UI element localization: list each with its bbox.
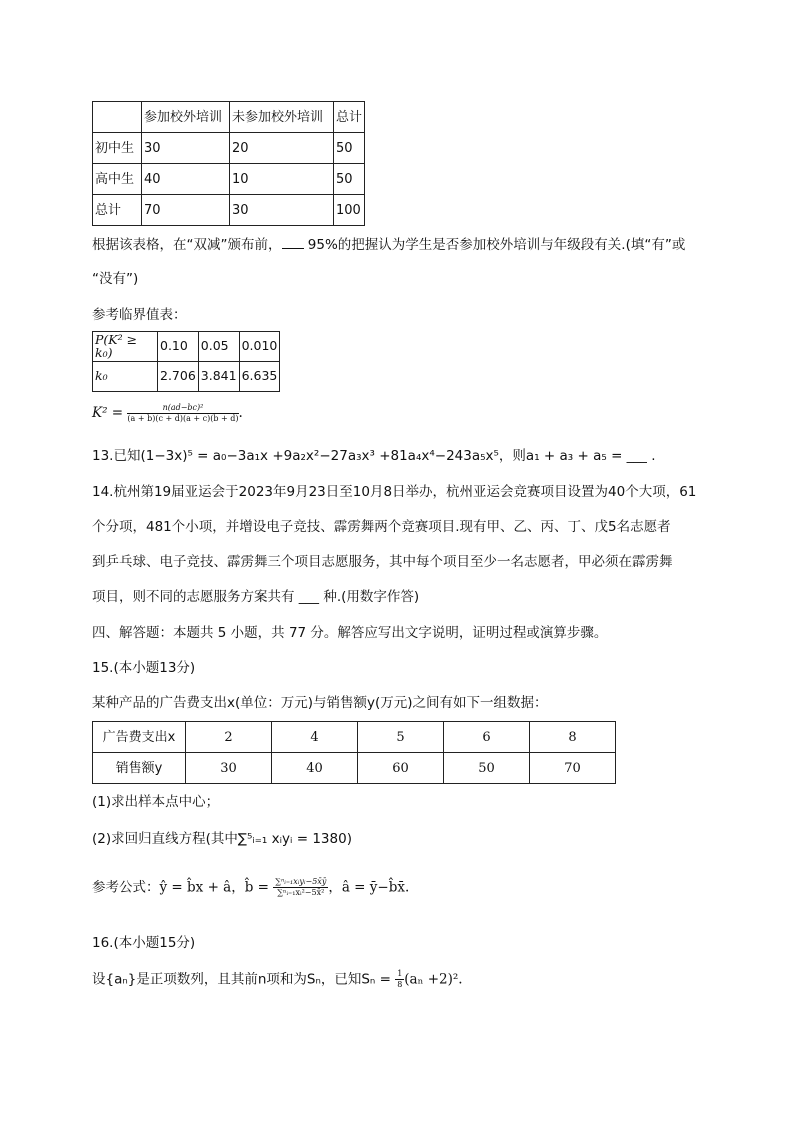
table-row: [93, 195, 365, 226]
table-header: 销售额y: [93, 753, 186, 784]
q15-intro: 某种产品的广告费支出x(单位：万元)与销售额y(万元)之间有如下一组数据：: [92, 695, 548, 711]
q14-line: 项目，则不同的志愿服务方案共有 ___ 种.(用数字作答): [92, 589, 420, 605]
table-header: 未参加校外培训: [230, 102, 334, 133]
table-cell: 30: [186, 753, 272, 784]
table-row: [93, 332, 280, 362]
table-row: [93, 722, 616, 753]
q15-part1: (1)求出样本点中心；: [92, 794, 220, 810]
table-cell: 0.010: [239, 332, 280, 362]
q12-text-b: 95%的把握认为学生是否参加校外培训与年级段有关.(填“有”或: [303, 237, 686, 253]
formula-fraction: [395, 970, 404, 989]
table-row: [93, 164, 365, 195]
table-cell: 2: [186, 722, 272, 753]
table-cell: 高中生: [93, 164, 142, 195]
table-header: k₀: [93, 362, 158, 392]
k-squared-formula: [92, 404, 243, 423]
formula-end: .: [238, 405, 243, 421]
table-row: [93, 362, 280, 392]
q15-title: 15.(本小题13分): [92, 660, 196, 676]
table-row: [93, 133, 365, 164]
table-header: P(K² ≥ k₀): [93, 332, 158, 362]
formula-numerator: ∑ⁿᵢ₌₁xᵢyᵢ−5x̄ȳ: [275, 877, 327, 886]
table-cell: 40: [272, 753, 358, 784]
table-cell: 70: [530, 753, 616, 784]
table-cell: 6: [444, 722, 530, 753]
q12-text-a: 根据该表格，在“双减”颁布前，: [92, 237, 282, 253]
table-cell: 30: [142, 133, 230, 164]
q14-line: 个分项，481个小项，并增设电子竞技、霹雳舞两个竞赛项目.现有甲、乙、丙、丁、戊5名志愿者: [92, 519, 671, 535]
table-cell: 10: [230, 164, 334, 195]
formula-fraction: [127, 404, 238, 423]
q12-line1: [92, 238, 685, 253]
formula-denominator: (a + b)(c + d)(a + c)(b + d): [127, 414, 239, 423]
formula-denominator: 8: [397, 980, 403, 989]
table-cell: 50: [334, 164, 365, 195]
advertising-sales-table: [92, 721, 616, 784]
table-cell: 0.10: [158, 332, 199, 362]
table-cell: 60: [358, 753, 444, 784]
formula-numerator: 1: [397, 969, 403, 978]
q14-line: 到乒乓球、电子竞技、霹雳舞三个项目志愿服务，其中每个项目至少一名志愿者，甲必须在霹雳舞: [92, 554, 673, 570]
table-cell: 6.635: [239, 362, 280, 392]
table-cell: 8: [530, 722, 616, 753]
q14-line: 14.杭州第19届亚运会于2023年9月23日至10月8日举办，杭州亚运会竞赛项目设置为40个大项，61: [92, 484, 697, 500]
q16-text-b: (aₙ +2)².: [404, 971, 463, 988]
table-cell: 0.05: [198, 332, 239, 362]
formula-numerator: n(ad−bc)²: [127, 404, 238, 414]
table-cell: 30: [230, 195, 334, 226]
formula-part-b: ，â = ȳ−b̂x̄.: [328, 879, 410, 896]
formula-lhs: K² =: [92, 405, 124, 421]
q15-reference-formula: [92, 878, 409, 897]
table-cell: 50: [444, 753, 530, 784]
answer-blank: ___: [626, 448, 647, 464]
formula-denominator: ∑ⁿᵢ₌₁xᵢ²−5x̄²: [277, 888, 325, 897]
table-cell: 3.841: [198, 362, 239, 392]
table-cell: [93, 102, 142, 133]
table-row: [93, 102, 365, 133]
table-header: 广告费支出x: [93, 722, 186, 753]
table-cell: 20: [230, 133, 334, 164]
section-heading: 四、解答题：本题共 5 小题，共 77 分。解答应写出文字说明，证明过程或演算步骤。: [92, 625, 608, 641]
answer-blank: [282, 238, 304, 249]
q16-title: 16.(本小题15分): [92, 935, 196, 951]
reference-label: 参考公式：: [92, 879, 160, 896]
table-cell: 4: [272, 722, 358, 753]
table-cell: 70: [142, 195, 230, 226]
table-cell: 40: [142, 164, 230, 195]
table-header: 参加校外培训: [142, 102, 230, 133]
q13-end: .: [651, 448, 656, 464]
formula-part-a: ŷ = b̂x + â，b̂ =: [159, 879, 269, 896]
table-cell: 总计: [93, 195, 142, 226]
q13-text: 13.已知(1−3x)⁵ = a₀−3a₁x +9a₂x²−27a₃x³ +81a₄x⁴−243a₅x⁵，则a₁ + a₃ + a₅ =: [92, 448, 627, 464]
q13: [92, 450, 656, 464]
table-cell: 50: [334, 133, 365, 164]
contingency-table: [92, 101, 365, 226]
table-row: [93, 753, 616, 784]
formula-fraction: [273, 878, 328, 897]
table-cell: 100: [334, 195, 365, 226]
q12-line2: “没有”): [92, 271, 139, 287]
table-cell: 2.706: [158, 362, 199, 392]
table-header: 总计: [334, 102, 365, 133]
critical-value-table: [92, 331, 280, 392]
q16-statement: [92, 970, 463, 989]
q16-text-a: 设{aₙ}是正项数列，且其前n项和为Sₙ，已知Sₙ =: [92, 971, 391, 988]
table-cell: 5: [358, 722, 444, 753]
q15-part2: (2)求回归直线方程(其中∑⁵ᵢ₌₁ xᵢyᵢ = 1380): [92, 831, 352, 847]
reference-title: 参考临界值表：: [92, 307, 187, 323]
table-cell: 初中生: [93, 133, 142, 164]
